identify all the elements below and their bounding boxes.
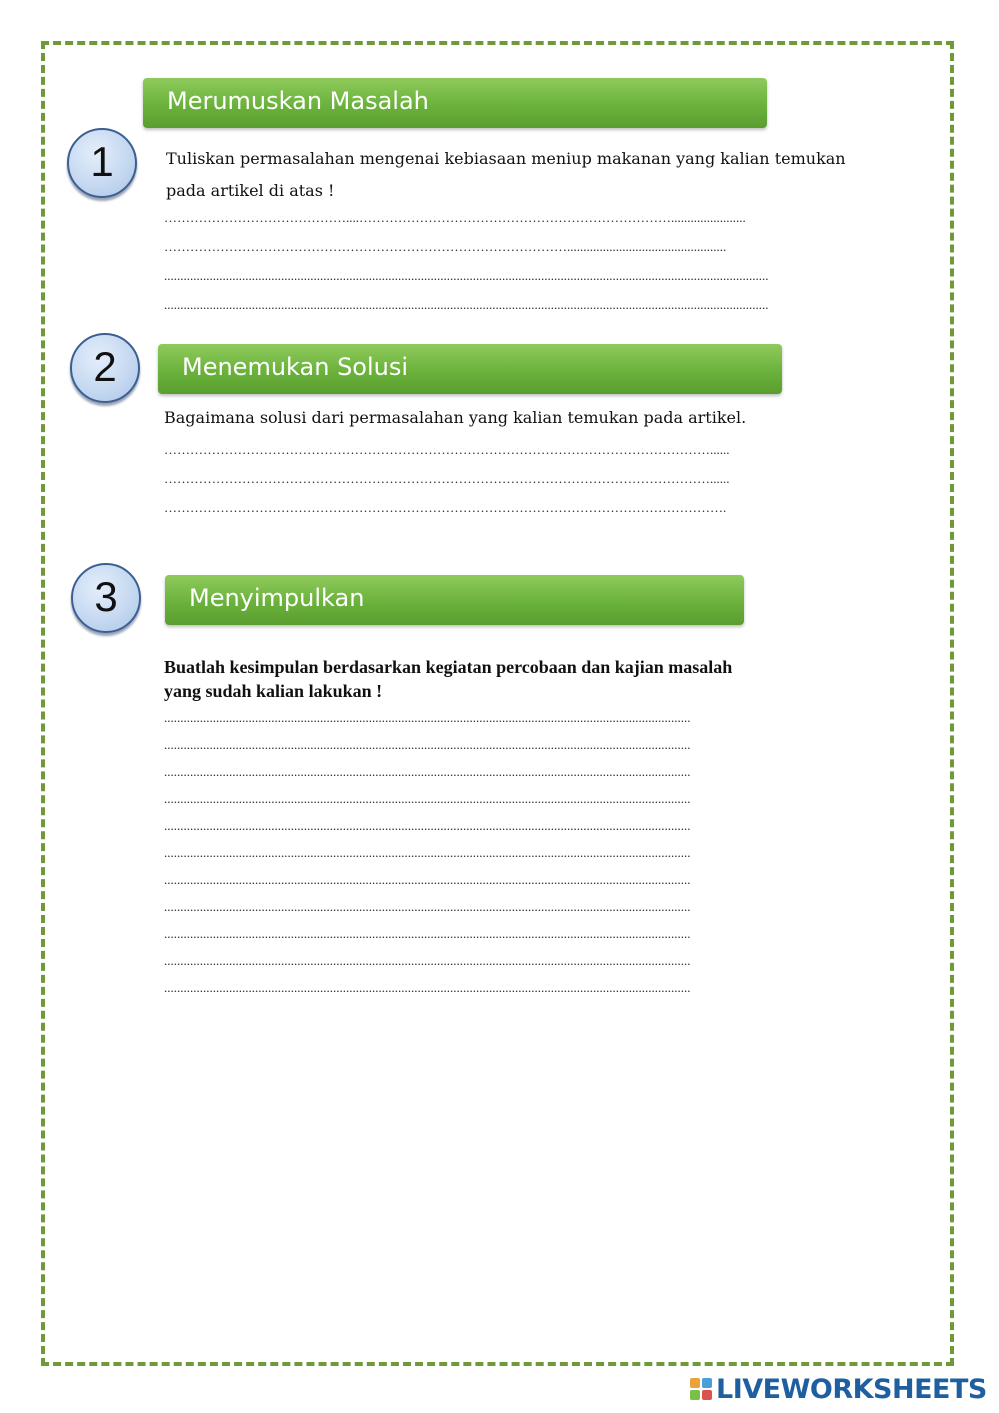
answer-line[interactable]: .................................................................................................................................................................. bbox=[164, 818, 691, 833]
section-2-number: 2 bbox=[93, 343, 117, 390]
section-1-number: 1 bbox=[90, 138, 114, 185]
answer-line[interactable]: .......................................................................................................................................................................................... bbox=[164, 297, 769, 312]
answer-line[interactable]: .................................................................................................................................................................. bbox=[164, 899, 691, 914]
section-2-banner bbox=[158, 344, 782, 394]
liveworksheets-logo bbox=[690, 1373, 987, 1405]
section-3-number: 3 bbox=[94, 573, 118, 620]
section-1-prompt bbox=[166, 143, 846, 207]
section-2-prompt: Bagaimana solusi dari permasalahan yang kalian temukan pada artikel. bbox=[164, 408, 747, 427]
answer-line[interactable]: .................................................................................................................................................................. bbox=[164, 737, 691, 752]
section-1-prompt-line-2: pada artikel di atas ! bbox=[166, 181, 335, 200]
liveworksheets-logo-icon bbox=[690, 1378, 712, 1400]
answer-line[interactable]: .................................................................................................................................................................. bbox=[164, 980, 691, 995]
section-2-number-badge bbox=[70, 333, 140, 403]
answer-line[interactable]: .................................................................................................................................................................. bbox=[164, 845, 691, 860]
answer-line[interactable]: …………………………………………………………………………………………………………………. bbox=[164, 500, 727, 515]
section-1-title: Merumuskan Masalah bbox=[167, 87, 429, 115]
answer-line[interactable]: ……………………………………....………………………………………………………………....................... bbox=[164, 210, 746, 225]
answer-line[interactable]: .................................................................................................................................................................. bbox=[164, 710, 691, 725]
section-1-number-badge bbox=[67, 128, 137, 198]
section-2-title: Menemukan Solusi bbox=[182, 353, 409, 381]
answer-line[interactable]: .................................................................................................................................................................. bbox=[164, 953, 691, 968]
answer-line[interactable]: .................................................................................................................................................................. bbox=[164, 791, 691, 806]
section-3-banner bbox=[165, 575, 744, 625]
answer-line[interactable]: .................................................................................................................................................................. bbox=[164, 764, 691, 779]
section-1-banner bbox=[143, 78, 767, 128]
section-3-number-badge bbox=[71, 563, 141, 633]
section-3-prompt-line-1: Buatlah kesimpulan berdasarkan kegiatan percobaan dan kajian masalah bbox=[164, 657, 733, 677]
section-3-prompt-line-2: yang sudah kalian lakukan ! bbox=[164, 681, 383, 701]
answer-line[interactable]: .................................................................................................................................................................. bbox=[164, 872, 691, 887]
answer-line[interactable]: ………………………………………………………………………………………………………………...... bbox=[164, 471, 730, 486]
section-3-title: Menyimpulkan bbox=[189, 584, 365, 612]
answer-line[interactable]: ………………………………………………………………………………………………………………...... bbox=[164, 442, 730, 457]
answer-line[interactable]: .......................................................................................................................................................................................... bbox=[164, 268, 769, 283]
answer-line[interactable]: .................................................................................................................................................................. bbox=[164, 926, 691, 941]
section-3-prompt bbox=[164, 655, 732, 703]
liveworksheets-logo-text: LIVEWORKSHEETS bbox=[716, 1373, 987, 1405]
section-1-prompt-line-1: Tuliskan permasalahan mengenai kebiasaan meniup makanan yang kalian temukan bbox=[166, 149, 846, 168]
answer-line[interactable]: …………………………………………………………………………………................................................. bbox=[164, 239, 727, 254]
